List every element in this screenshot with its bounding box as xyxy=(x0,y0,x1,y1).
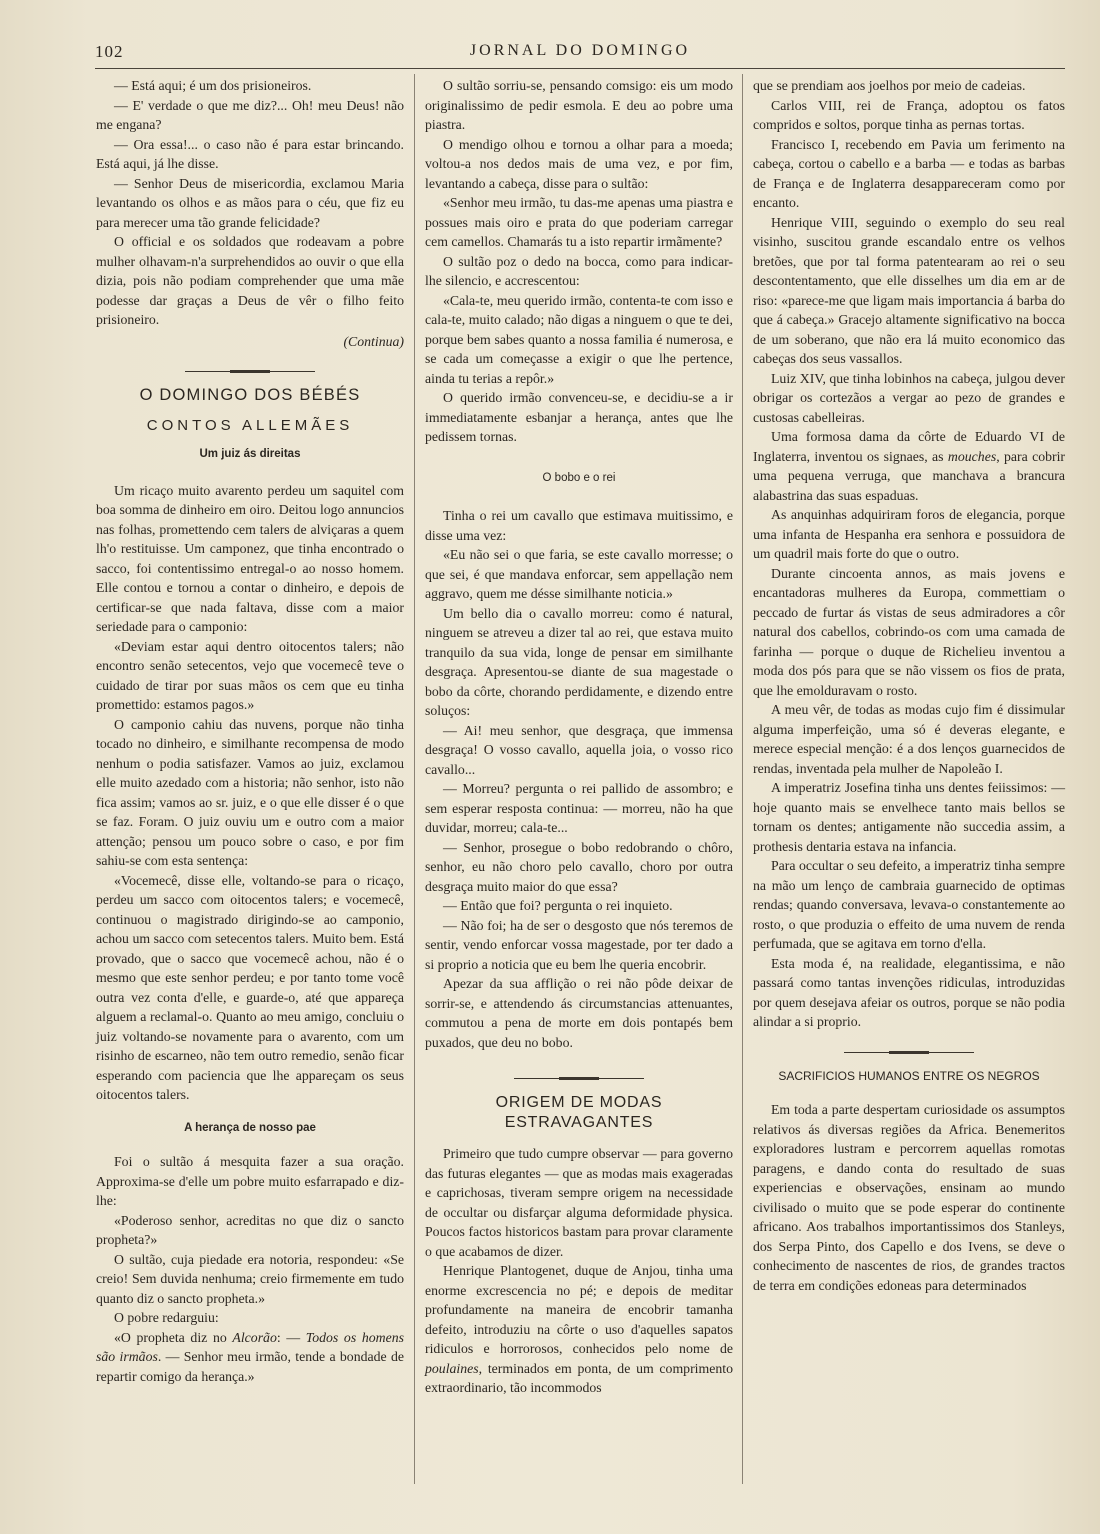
paragraph: Francisco I, recebendo em Pavia um ferimento na cabeça, cortou o cabello e a barba — e todas as barbas de França e de Inglaterra desappareceram como por encanto. xyxy=(753,136,1065,210)
column-2 xyxy=(425,76,733,1398)
text-run: , terminados em ponta, de um comprimento extraordinario, tão incommodos xyxy=(425,1360,733,1395)
text-run: . — Senhor meu irmão, tende a bondade de repartir comigo da herança.» xyxy=(96,1349,405,1384)
section-divider xyxy=(185,371,315,372)
paragraph xyxy=(425,1261,733,1398)
paragraph: «Eu não sei o que faria, se este cavallo morresse; o que sei, é que mandava enforcar, sem appellação nem aggravo, quem me désse similhante noticia.» xyxy=(425,547,733,601)
paragraph: — Ora essa!... o caso não é para estar brincando. Está aqui, já lhe disse. xyxy=(96,136,404,171)
paragraph: «Vocemecê, disse elle, voltando-se para o ricaço, perdeu um sacco com oitocentos talers; e vocemecê, continuou o magistrado dirigindo-se ao camponio, achou um sacco com setecentos talers. Muito bem. Está provado, que o sacco que vocemecê achou, não é o mesmo que este senhor perdeu; e por tanto tome você outra vez conta d'elle, e guarde-o, até que appareça alguem a reclamal-o. Quanto ao meu amigo, concluiu o juiz voltando-se novamente para o avarento, com um risinho de escarneo, não tem outro remedio, senão ficar esperando com paciencia que lhe appareçam os seus oitocentos talers. xyxy=(96,872,404,1102)
section-subtitle: CONTOS ALLEMÃES xyxy=(146,416,354,434)
column-1 xyxy=(96,76,404,1386)
text-run: «O propheta diz no xyxy=(114,1329,233,1345)
continua-note: (Continua) xyxy=(343,333,404,349)
paragraph: O sultão poz o dedo na bocca, como para indicar-lhe silencio, e accrescentou: xyxy=(425,253,733,288)
paragraph: Um bello dia o cavallo morreu: como é natural, ninguem se atreveu a dizer tal ao rei, que estava muito tranquilo da sua vida, longe de pensar em similhante desgraça. Apresentou-se diante de sua magestade o bobo da côrte, chorando perdidamente, e dizendo entre soluços: xyxy=(425,605,733,718)
page-header xyxy=(95,42,1065,69)
italic-run: Todos os homens são irmãos xyxy=(96,1329,404,1364)
paragraph: A meu vêr, de todas as modas cujo fim é dissimular alguma imperfeição, uma só é deveras elegante, e merece especial menção: é a dos lenços guarnecidos de rendas, inventada pela mulher de Napoleão I. xyxy=(753,702,1065,776)
paragraph: — Ai! meu senhor, que desgraça, que immensa desgraça! O vosso cavallo, aquella joia, o vosso rico cavallo... xyxy=(425,722,733,777)
text-run: : — xyxy=(276,1329,306,1345)
column-rule xyxy=(414,74,415,1484)
paragraph: Carlos VIII, rei de França, adoptou os fatos compridos e soltos, porque tinha as pernas tortas. xyxy=(753,97,1065,132)
paragraph: Henrique VIII, seguindo o exemplo do seu real visinho, suscitou grande escandalo entre os velhos bretões, que por tal forma patentearam ao rei o seu descontentamento, que elle disselhes um dia em ar de riso: «parece-me que ligam mais importancia á barba do que á cabeça.» Gracejo altamente significativo na bocca de um soberano, que não era lá muito economico das cabeças dos seus vassallos. xyxy=(753,214,1065,366)
paragraph: O sultão sorriu-se, pensando comsigo: eis um modo originalissimo de pedir esmola. E deu ao pobre uma piastra. xyxy=(425,78,733,132)
paragraph: — Está aqui; é um dos prisioneiros. xyxy=(114,78,312,93)
paragraph: Um ricaço muito avarento perdeu um saquitel com boa somma de dinheiro em oiro. Deitou logo annuncios nas folhas, promettendo cem talers de alviçaras a quem lh'o restituisse. Um camponez, que tinha encontrado o sacco, foi contentissimo entregal-o ao nosso homem. Elle contou e tornou a contar o dinheiro, e depois de certificar-se que nada faltava, disse com a maior seriedade para o camponio: xyxy=(96,482,404,634)
paragraph: Foi o sultão á mesquita fazer a sua oração. Approxima-se d'elle um pobre muito esfarrapado e diz-lhe: xyxy=(96,1154,404,1208)
paragraph: — E' verdade o que me diz?... Oh! meu Deus! não me engana? xyxy=(96,97,404,132)
paragraph: «Senhor meu irmão, tu das-me apenas uma piastra e possues mais oiro e prata do que poderiam carregar cem camellos. Chamarás tu a isto repartir irmãmente? xyxy=(425,195,733,249)
section-title: O DOMINGO DOS BÉBÉS xyxy=(139,386,361,404)
column-rule xyxy=(742,74,743,1484)
paragraph: Primeiro que tudo cumpre observar — para governo das futuras elegantes — que as modas mais exageradas e caprichosas, tiveram sempre origem na necessidade de occultar ou disfarçar alguma deformidade physica. Poucos factos historicos bastam para provar claramente o que acabamos de dizer. xyxy=(425,1146,733,1259)
story-title: A herança de nosso pae xyxy=(184,1121,316,1134)
section-title: SACRIFICIOS HUMANOS ENTRE OS NEGROS xyxy=(778,1068,1040,1083)
text-run: Henrique Plantogenet, duque de Anjou, tinha uma enorme excrescencia no pé; e depois de meditar profundamente na maneira de encobrir tamanha defeito, introduziu na côrte o uso d'aquelles sapatos ridiculos e horrorosos, conhecidos pelo nome de xyxy=(425,1263,733,1356)
text-run: , para cobrir uma pequena verruga, que manchava a brancura alabastrina das suas espaduas. xyxy=(753,448,1066,503)
story-title: Um juiz ás direitas xyxy=(199,448,301,460)
paragraph: Tinha o rei um cavallo que estimava muitissimo, e disse uma vez: xyxy=(425,508,733,543)
paragraph: — Então que foi? pergunta o rei inquieto. xyxy=(443,898,673,913)
section-divider xyxy=(844,1052,974,1053)
paragraph: que se prendiam aos joelhos por meio de cadeias. xyxy=(753,78,1026,93)
italic-run: Alcorão xyxy=(232,1329,277,1345)
paragraph xyxy=(753,427,1065,505)
paragraph: — Senhor Deus de misericordia, exclamou Maria levantando os olhos e as mãos para o céu, que fiz eu para merecer uma tão grande felicidade? xyxy=(96,175,404,230)
paragraph: — Senhor, prosegue o bobo redobrando o chôro, senhor, eu não choro pelo cavallo, choro por outra desgraça muito maior do que essa? xyxy=(425,839,733,894)
paragraph xyxy=(96,1328,404,1387)
paragraph: A imperatriz Josefina tinha uns dentes feiissimos: — hoje quanto mais se envelhece tanto mais bellos se tornam os dentes; antigamente não succedia assim, a prothesis dentaria estava na infancia. xyxy=(753,780,1065,854)
paragraph: — Morreu? pergunta o rei pallido de assombro; e sem esperar resposta continua: — morreu, não ha que duvidar, morreu; cala-te... xyxy=(425,781,733,835)
paragraph: Durante cincoenta annos, as mais jovens e encantadoras mulheres da Europa, commettiam o peccado de furtar ás vistas de seus admiradores a côr natural dos cabellos, cobrindo-os com uma camada de farinha — porque o duque de Richelieu inventou a moda dos pós para que se não vissem os fios de prata, que lhe emolduravam o rosto. xyxy=(753,565,1065,698)
paragraph: O querido irmão convenceu-se, e decidiu-se a ir immediatamente esbanjar a herança, antes que lhe pedissem tornas. xyxy=(425,390,733,444)
paragraph: Para occultar o seu defeito, a imperatriz tinha sempre na mão um lenço de cambraia guarnecido de optimas rendas; quando conversava, levava-o constantemente ao rosto, o que produzia o effeito de uma nuvem de renda perfumada, que se agitava em torno d'ella. xyxy=(753,858,1065,951)
paragraph: O pobre redarguiu: xyxy=(114,1310,219,1325)
italic-run: mouches xyxy=(947,448,997,464)
story-title: O bobo e o rei xyxy=(542,471,616,484)
section-divider xyxy=(514,1078,644,1079)
text-run: Uma formosa dama da côrte de Eduardo VI de Inglaterra, inventou os signaes, as xyxy=(753,429,1065,464)
column-3 xyxy=(753,76,1065,1295)
section-title: ORIGEM DE MODAS ESTRAVAGANTES xyxy=(495,1094,663,1131)
paragraph: «Cala-te, meu querido irmão, contenta-te com isso e cala-te, muito calado; não digas a ninguem o que te dei, porque bem sabes quanto a nossa familia é numerosa, e se cada um começasse a exigir o que lhe pertence, ainda tu terias a repôr.» xyxy=(425,292,733,386)
italic-run: poulaines xyxy=(425,1360,479,1376)
paragraph: Luiz XIV, que tinha lobinhos na cabeça, julgou dever obrigar os cortezãos a vergar ao pezo de grandes e custosas cabelleiras. xyxy=(753,370,1065,425)
paragraph: «Poderoso senhor, acreditas no que diz o sancto propheta?» xyxy=(96,1212,404,1247)
paragraph: «Deviam estar aqui dentro oitocentos talers; não encontro senão setecentos, vejo que vocemecê teve o cuidado de tirar por suas mãos os cem que eu tinha promettido: estamos pagos.» xyxy=(96,638,404,712)
paragraph: As anquinhas adquiriram foros de elegancia, porque uma infanta de Hespanha era senhora e possuidora de um quadril mais forte do que o outro. xyxy=(753,507,1065,561)
journal-title: JORNAL DO DOMINGO xyxy=(469,42,691,59)
paragraph: O mendigo olhou e tornou a olhar para a moeda; voltou-a nos dedos mais de uma vez, e por fim, levantando a cabeça, disse para o sultão: xyxy=(425,136,733,191)
paragraph: O sultão, cuja piedade era notoria, respondeu: «Se creio! Sem duvida nenhuma; creio firmemente em tudo quanto diz o sancto propheta.» xyxy=(96,1251,404,1306)
paragraph: Em toda a parte despertam curiosidade os assumptos relativos ás diversas regiões da Africa. Benemeritos exploradores lustram e percorrem aquellas romotas paragens, e dando conta do resultado de suas experiencias e observações, ensinam ao mundo civilisado o muito que se pode esperar do continente africano. Aos trabalhos importantissimos dos Stanleys, dos Serpa Pinto, dos Capello e dos Ivens, se deve o conhecimento de nascentes de rios, de grandes tractos de terra em condições edoneas para determinados xyxy=(753,1102,1065,1293)
paragraph: — Não foi; ha de ser o desgosto que nós teremos de sentir, vendo enforcar vossa magestade, por ter dado a si proprio a noticia que eu bem lhe queria encobrir. xyxy=(425,917,733,972)
paragraph: O camponio cahiu das nuvens, porque não tinha tocado no dinheiro, e similhante recompensa de modo nenhum o podia satisfazer. Vamos ao juiz, exclamou elle muito azedado com a historia; não senhor, isto não fica assim; vamos ao sr. juiz, e o que elle disser é o que se faz. Foram. O juiz ouviu um e outro com a maior attenção; pensou um pouco sobre o caso, e por fim sahiu-se com esta sentença: xyxy=(96,716,404,868)
page-number: 102 xyxy=(95,42,124,61)
paragraph: Apezar da sua afflição o rei não pôde deixar de sorrir-se, e attendendo ás circumstancias attenuantes, commutou a pena de morte em dois pontapés bem puxados, que deu no bobo. xyxy=(425,976,733,1050)
paragraph: Esta moda é, na realidade, elegantissima, e não passará como tantas invenções ridiculas, introduzidas por quem desejava afeiar os outros, porque se não podia alindar a si proprio. xyxy=(753,955,1065,1029)
paragraph: O official e os soldados que rodeavam a pobre mulher olhavam-n'a surprehendidos ao ouvir o que ella dizia, pois não podiam comprehender que uma mãe podesse dar graças a Deus de vêr o filho feito prisioneiro. xyxy=(96,234,404,327)
